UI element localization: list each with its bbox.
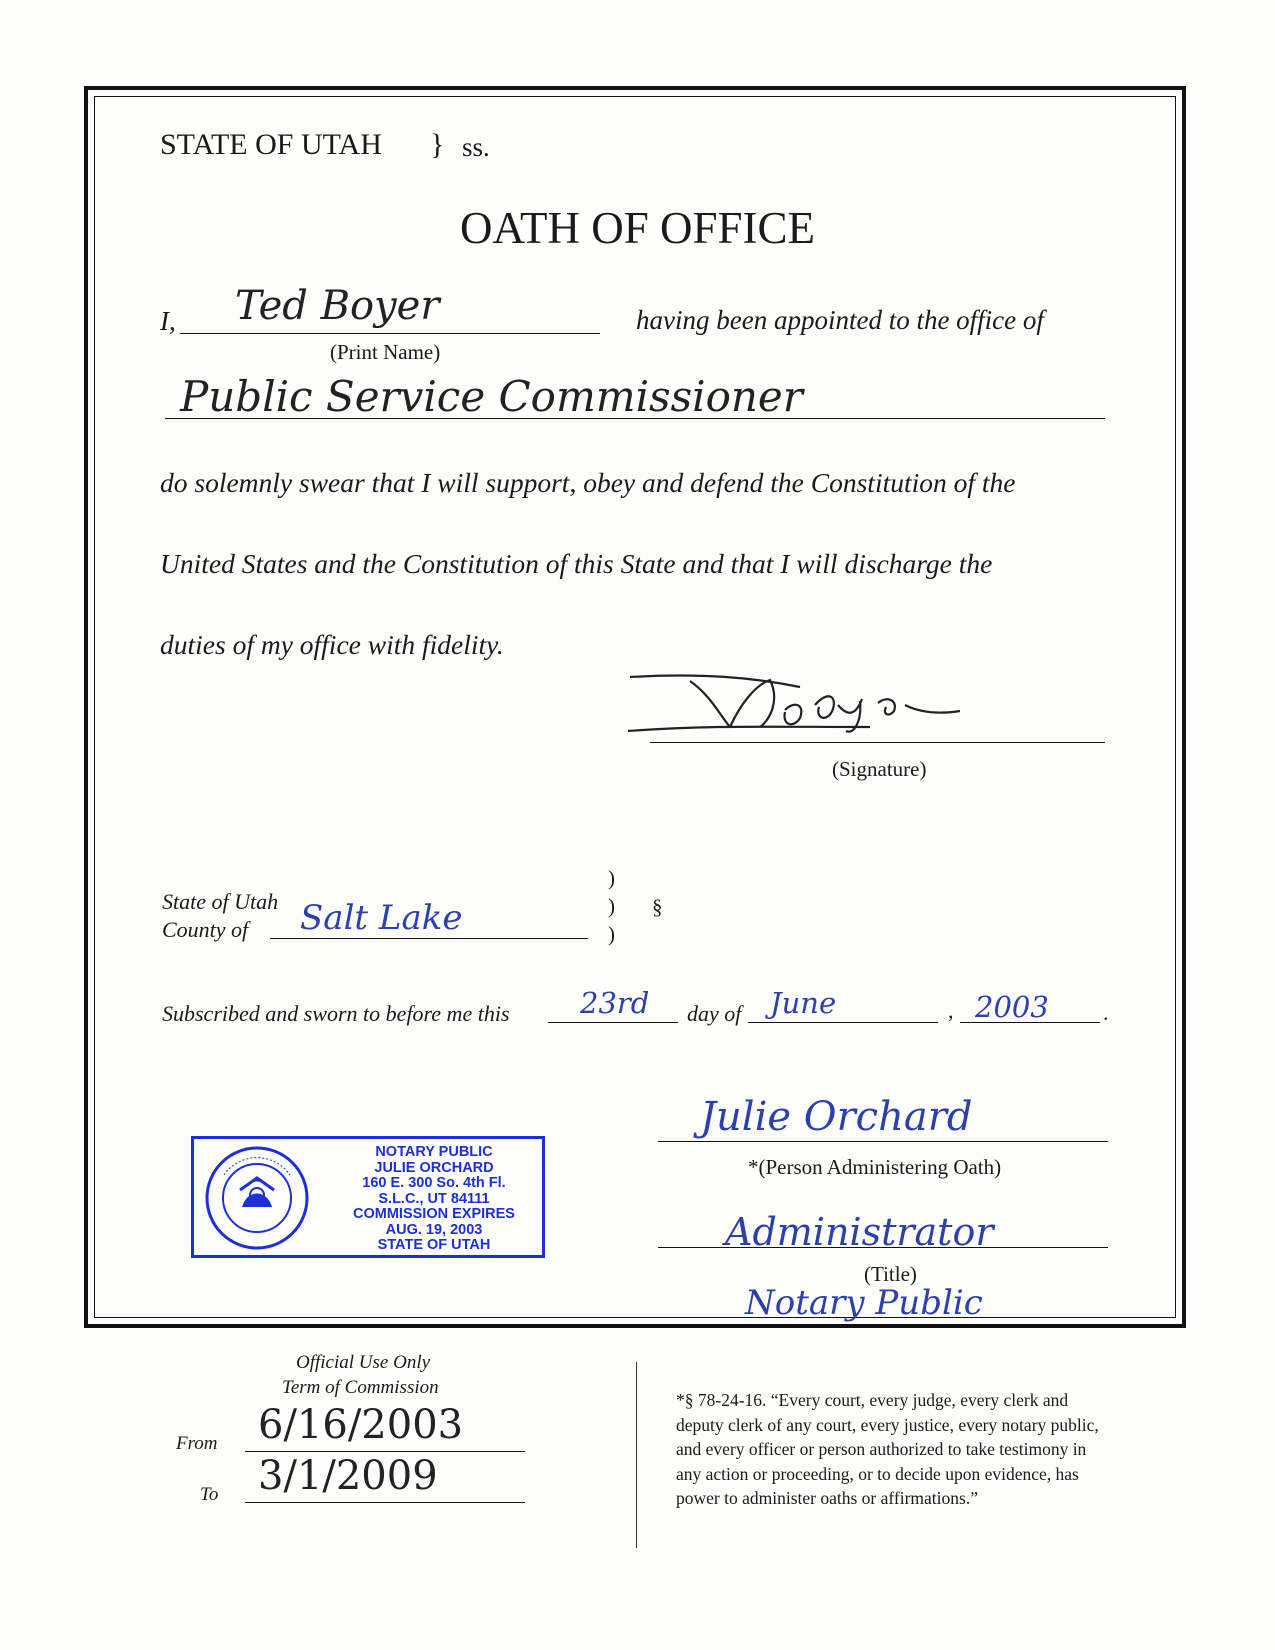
official-use-heading: Official Use Only [296,1352,431,1373]
footnote-line-3: and every officer or person authorized to take testimony in [676,1439,1087,1459]
notary-stamp [191,1136,545,1258]
page-title: OATH OF OFFICE [459,203,816,253]
section-mark: § [652,895,663,919]
sworn-text: Subscribed and sworn to before me this [162,1001,510,1026]
administrator-title-value: Administrator [725,1210,994,1254]
county-value: Salt Lake [300,898,463,938]
comma: , [948,998,954,1023]
administrator-title-line [658,1247,1108,1248]
oath-body-line1: do solemnly swear that I will support, obey and defend the Constitution of the [160,467,1016,498]
appointed-text: having been appointed to the office of [636,305,1044,335]
footnote-line-2: deputy clerk of any court, every justice, every notary public, [676,1414,1099,1435]
to-label: To [200,1484,219,1505]
day-value: 23rd [580,986,650,1020]
print-name-caption: (Print Name) [330,340,441,364]
footer-divider [636,1362,637,1548]
paren-1: ) [608,866,615,890]
print-name-line [180,333,600,334]
brace: } [430,128,445,161]
period: . [1103,1000,1109,1025]
to-value: 3/1/2009 [258,1453,438,1499]
from-line [245,1451,525,1452]
stamp-line-6: AUG. 19, 2003 [385,1221,483,1238]
print-name-value: Ted Boyer [235,283,440,329]
stamp-line-7: STATE OF UTAH [377,1237,491,1253]
administrator-title-caption: (Title) [864,1262,917,1286]
i-label: I, [160,306,176,336]
paren-3: ) [608,922,615,946]
stamp-line-1: NOTARY PUBLIC [375,1144,493,1160]
administrator-name-line [658,1141,1108,1142]
stamp-line-5: COMMISSION EXPIRES [353,1206,515,1222]
state-seal-icon [204,1145,310,1251]
footnote-line-4: any action or proceeding, or to decide upon evidence, has [676,1463,1079,1484]
county-line [270,938,588,939]
stamp-line-4: S.L.C., UT 84111 [378,1190,490,1207]
signature-line [650,742,1105,743]
oath-body-line3: duties of my office with fidelity. [160,629,504,660]
year-value: 2003 [975,990,1049,1024]
state-label: State of Utah [162,889,279,914]
office-value: Public Service Commissioner [180,372,803,421]
from-label: From [176,1433,218,1454]
day-of-text: day of [687,1001,742,1026]
ss-label: ss. [462,132,490,162]
signature-image [620,665,1020,745]
from-value: 6/16/2003 [258,1402,464,1448]
day-line [548,1022,678,1023]
month-value: June [770,986,837,1020]
county-label: County of [162,917,249,942]
signature-caption: (Signature) [832,757,927,781]
statute-footnote [676,1388,1099,1511]
oath-body-line2: United States and the Constitution of this State and that I will discharge the [160,548,993,579]
stamp-line-2: JULIE ORCHARD [374,1159,494,1176]
state-heading: STATE OF UTAH [160,128,382,161]
stamp-line-3: 160 E. 300 So. 4th Fl. [362,1175,506,1191]
footnote-line-1: *§ 78-24-16. “Every court, every judge, every clerk and [676,1390,1069,1410]
paren-2: ) [608,894,615,918]
term-of-commission: Term of Commission [282,1377,439,1398]
administrator-name-caption: *(Person Administering Oath) [748,1155,1002,1179]
month-line [748,1022,938,1023]
footnote-line-5: power to administer oaths or affirmations.” [676,1488,978,1508]
to-line [245,1502,525,1503]
administrator-name-value: Julie Orchard [700,1094,973,1140]
administrator-title-note: Notary Public [745,1283,983,1323]
